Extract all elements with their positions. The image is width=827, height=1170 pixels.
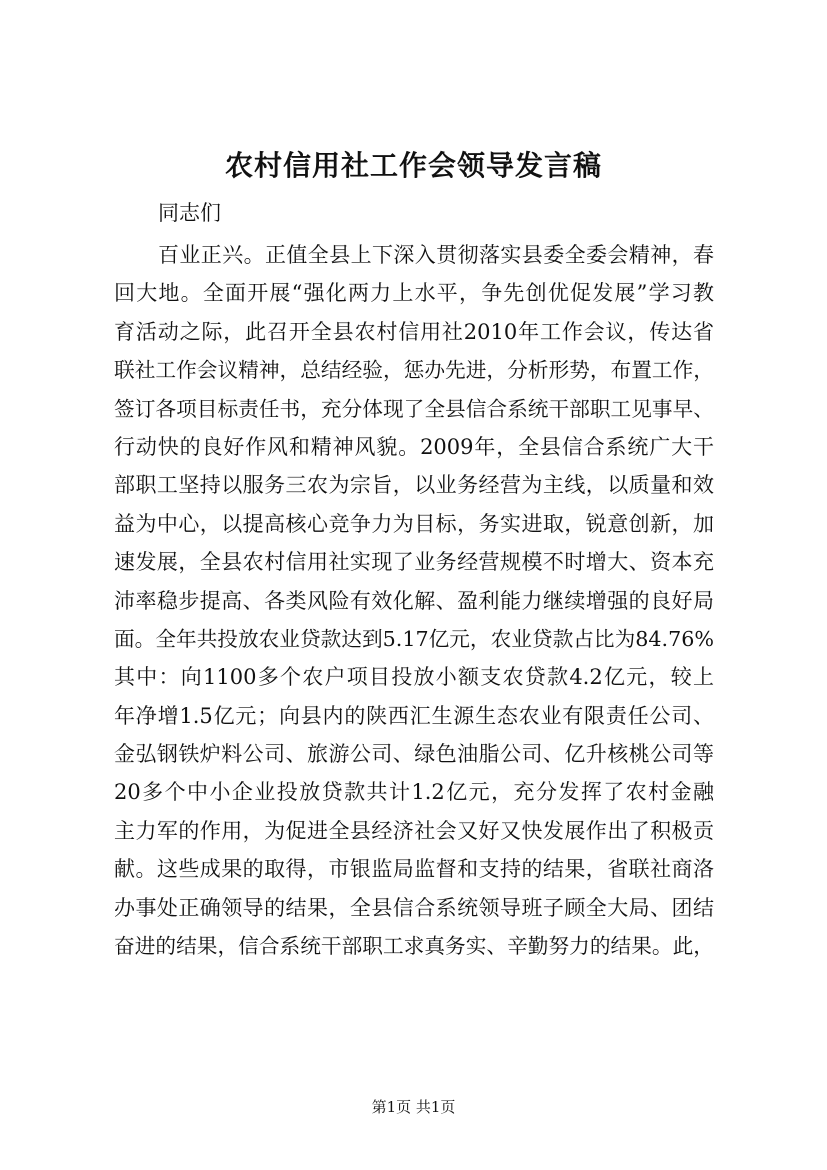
- body-paragraph: [114, 236, 714, 965]
- text-line: 回大地。全面开展“强化两力上水平，争先创优促发展”学习教: [114, 281, 714, 306]
- text-line: 联社工作会议精神，总结经验，惩办先进，分析形势，布置工作，: [114, 358, 714, 383]
- text-line: 育活动之际，此召开全县农村信用社2010年工作会议，传达省: [114, 319, 714, 344]
- salutation: 同志们: [158, 201, 221, 225]
- text-line: 年净增1.5亿元；向县内的陕西汇生源生态农业有限责任公司、: [114, 703, 714, 728]
- text-line: 沛率稳步提高、各类风险有效化解、盈利能力继续增强的良好局: [114, 588, 714, 613]
- text-line: 速发展，全县农村信用社实现了业务经营规模不时增大、资本充: [114, 550, 714, 575]
- text-line: 奋进的结果，信合系统干部职工求真务实、辛勤努力的结果。此，: [114, 934, 714, 959]
- text-line: 益为中心，以提高核心竞争力为目标，务实进取，锐意创新，加: [114, 511, 714, 536]
- text-line: 面。全年共投放农业贷款达到5.17亿元，农业贷款占比为84.76%: [114, 626, 714, 651]
- text-line: 其中：向1100多个农户项目投放小额支农贷款4.2亿元，较上: [114, 665, 714, 690]
- text-line: 20多个中小企业投放贷款共计1.2亿元，充分发挥了农村金融: [114, 780, 714, 805]
- text-line: 部职工坚持以服务三农为宗旨，以业务经营为主线，以质量和效: [114, 473, 714, 498]
- text-line: 献。这些成果的取得，市银监局监督和支持的结果，省联社商洛: [114, 857, 714, 882]
- text-line: 签订各项目标责任书，充分体现了全县信合系统干部职工见事早、: [114, 396, 714, 421]
- text-line: 金弘钢铁炉料公司、旅游公司、绿色油脂公司、亿升核桃公司等: [114, 742, 714, 767]
- text-line: 办事处正确领导的结果，全县信合系统领导班子顾全大局、团结: [114, 895, 714, 920]
- text-line: 百业正兴。正值全县上下深入贯彻落实县委全委会精神，春: [158, 243, 714, 267]
- page-footer: 第1页 共1页: [371, 1098, 456, 1116]
- text-line: 行动快的良好作风和精神风貌。2009年，全县信合系统广大干: [114, 434, 714, 459]
- text-line: 主力军的作用，为促进全县经济社会又好又快发展作出了积极贡: [114, 818, 714, 843]
- document-title: 农村信用社工作会领导发言稿: [224, 149, 602, 182]
